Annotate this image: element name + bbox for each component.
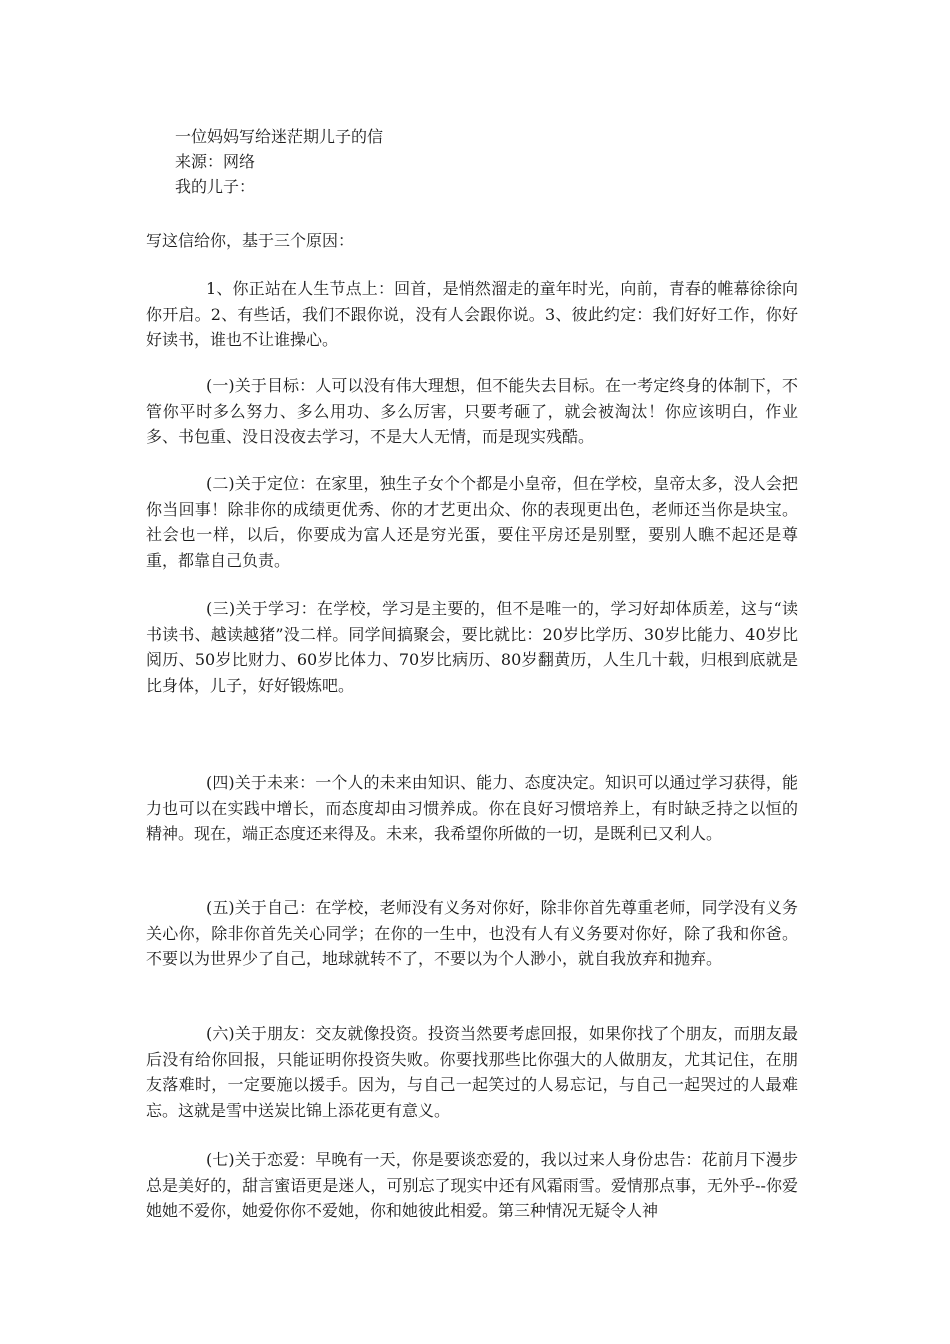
letter-header: [175, 124, 795, 199]
paragraph-self: (五)关于自己：在学校，老师没有义务对你好，除非你首先尊重老师，同学没有义务关心你，除非你首先关心同学；在你的一生中，也没有人有义务要对你好，除了我和你爸。不要以为世界少了自己，地球就转不了，不要以为个人渺小，就自我放弃和抛弃。: [146, 898, 798, 968]
letter-salutation: 我的儿子：: [175, 177, 256, 196]
paragraph-love: (七)关于恋爱：早晚有一天，你是要谈恋爱的，我以过来人身份忠告：花前月下漫步总是美好的，甜言蜜语更是迷人，可别忘了现实中还有风霜雨雪。爱情那点事，无外乎--你爱她她不爱你，她爱你你不爱她，你和她彼此相爱。第三种情况无疑令人神: [146, 1150, 798, 1220]
paragraph-friends: (六)关于朋友：交友就像投资。投资当然要考虑回报，如果你找了个朋友，而朋友最后没有给你回报，只能证明你投资失败。你要找那些比你强大的人做朋友，尤其记住，在朋友落难时，一定要施以援手。因为，与自己一起笑过的人易忘记，与自己一起哭过的人最难忘。这就是雪中送炭比锦上添花更有意义。: [146, 1024, 798, 1120]
paragraph-study: (三)关于学习：在学校，学习是主要的，但不是唯一的，学习好却体质差，这与“读书读书、越读越猪”没二样。同学间搞聚会，要比就比：20岁比学历、30岁比能力、40岁比阅历、50岁比财力、60岁比体力、70岁比病历、80岁翻黄历，人生几十载，归根到底就是比身体，儿子，好好锻炼吧。: [146, 599, 798, 695]
letter-intro: 写这信给你，基于三个原因：: [146, 231, 355, 250]
paragraph-reasons: 1、你正站在人生节点上：回首，是悄然溜走的童年时光，向前，青春的帷幕徐徐向你开启。2、有些话，我们不跟你说，没有人会跟你说。3、彼此约定：我们好好工作，你好好读书，谁也不让谁操心。: [146, 279, 798, 349]
letter-title: 一位妈妈写给迷茫期儿子的信: [175, 127, 384, 146]
paragraph-goal: (一)关于目标：人可以没有伟大理想，但不能失去目标。在一考定终身的体制下，不管你平时多么努力、多么用功、多么厉害，只要考砸了，就会被淘汰！你应该明白，作业多、书包重、没日没夜去学习，不是大人无情，而是现实残酷。: [146, 376, 798, 446]
paragraph-future: (四)关于未来：一个人的未来由知识、能力、态度决定。知识可以通过学习获得，能力也可以在实践中增长，而态度却由习惯养成。你在良好习惯培养上，有时缺乏持之以恒的精神。现在，端正态度还来得及。未来，我希望你所做的一切，是既利已又利人。: [146, 773, 798, 843]
paragraph-position: (二)关于定位：在家里，独生子女个个都是小皇帝，但在学校，皇帝太多，没人会把你当回事！除非你的成绩更优秀、你的才艺更出众、你的表现更出色，老师还当你是块宝。社会也一样，以后，你要成为富人还是穷光蛋，要住平房还是别墅，要别人瞧不起还是尊重，都靠自己负责。: [146, 474, 798, 570]
letter-source: 来源：网络: [175, 152, 256, 171]
